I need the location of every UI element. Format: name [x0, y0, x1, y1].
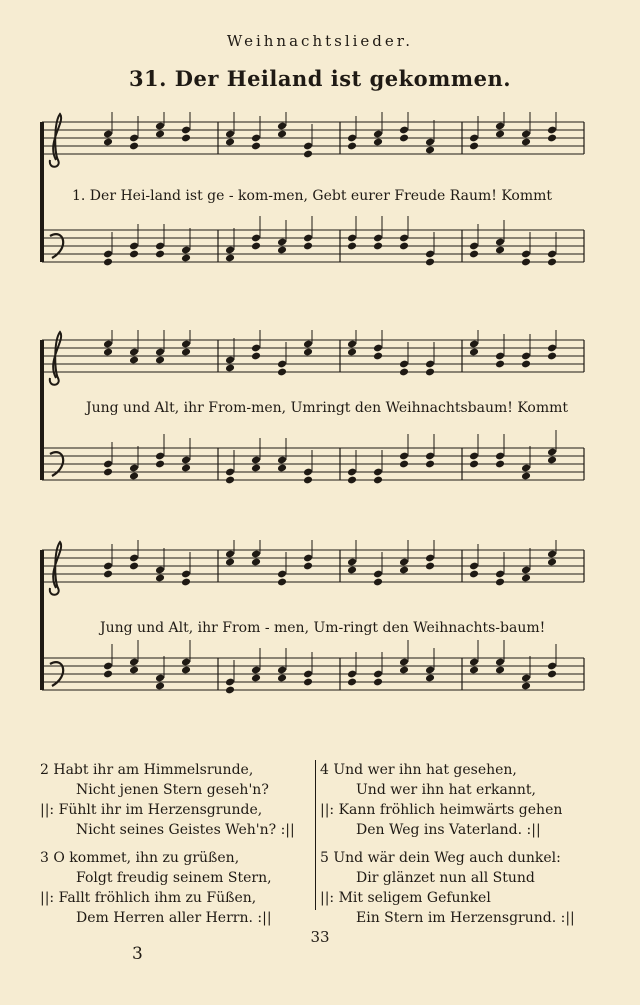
system-1-treble-note-head [303, 150, 313, 159]
verse-5-line-3: ||: Mit seligem Gefunkel [320, 890, 491, 906]
system-1-treble-note-head [225, 138, 235, 147]
system-2-bass-note-head [347, 476, 357, 485]
system-2-bass-note-head [547, 456, 557, 465]
song-title: 31. Der Heiland ist gekommen. [128, 66, 512, 91]
system-1-treble-note-head [469, 142, 479, 151]
system-2-bass-note-head [181, 464, 191, 473]
verse-3-line-3: ||: Fallt fröhlich ihm zu Füßen, [40, 890, 257, 906]
system-1-treble-note-head [181, 134, 191, 143]
verse-divider [315, 760, 316, 910]
music-system-2 [36, 330, 592, 530]
system-1-treble-note-head [129, 142, 139, 151]
system-2-bass-note-head [469, 460, 479, 469]
system-2-treble-note-head [495, 360, 505, 369]
system-3-bass-note-head [547, 670, 557, 679]
system-3-bass-note-head [495, 666, 505, 675]
verse-4-line-1: 4 Und wer ihn hat gesehen, [320, 762, 517, 778]
system-2-treble-note-head [425, 368, 435, 377]
system-3-bass-note-head [103, 670, 113, 679]
system-1-treble-note-head [155, 130, 165, 139]
verse-4-line-4: Den Weg ins Vaterland. :|| [356, 822, 541, 838]
music-system-3 [36, 540, 592, 740]
system-3-treble-note-head [425, 562, 435, 571]
system-2-treble-note-head [347, 348, 357, 357]
system-3-bass-note-head [347, 678, 357, 687]
lyric-line-3: Jung und Alt, ihr From - men, Um-ringt den Weihnachts-baum! [100, 620, 546, 636]
system-3-treble-note-head [103, 570, 113, 579]
system-3-treble-note-head [495, 578, 505, 587]
system-1-treble-note-head [495, 130, 505, 139]
verse-3-line-1: 3 O kommet, ihn zu grüßen, [40, 850, 240, 866]
system-3-treble-note-head [251, 558, 261, 567]
system-2-bass-note-head [155, 460, 165, 469]
system-2-treble-note-head [251, 352, 261, 361]
section-header: Weihnachtslieder. [226, 32, 414, 50]
verses-left [40, 760, 295, 928]
system-2-bass-note-head [399, 460, 409, 469]
verse-2-line-2: Nicht jenen Stern geseh'n? [76, 782, 269, 798]
system-2-bass-note-head [129, 472, 139, 481]
system-2-bass-note-head [495, 460, 505, 469]
system-3-treble-note-head [303, 562, 313, 571]
system-1-treble-note-head [425, 146, 435, 155]
system-1-treble-note-head [373, 138, 383, 147]
verse-3-line-2: Folgt freudig seinem Stern, [76, 870, 272, 886]
system-3-bass-note-head [181, 666, 191, 675]
system-1-treble-note-head [399, 134, 409, 143]
lyric-line-1: 1. Der Hei-land ist ge - kom-men, Gebt eurer Freude Raum! Kommt [72, 188, 553, 204]
system-2-treble-note-head [181, 348, 191, 357]
system-1-treble-note-head [347, 142, 357, 151]
system-1-bass-note-head [251, 242, 261, 251]
system-1-bass-note-head [425, 258, 435, 267]
system-2-treble-note-head [399, 368, 409, 377]
system-3-treble-note-head [277, 578, 287, 587]
system-1-bass-note-head [469, 250, 479, 259]
system-3-bass-note-head [399, 666, 409, 675]
system-1-bass-note-head [495, 246, 505, 255]
lyric-line-2: Jung und Alt, ihr From-men, Umringt den Weihnachtsbaum! Kommt [86, 400, 569, 416]
system-1-bass-note-head [303, 242, 313, 251]
system-1-treble-note-head [277, 130, 287, 139]
verse-4-line-3: ||: Kann fröhlich heimwärts gehen [320, 802, 563, 818]
verses-right [320, 760, 575, 928]
system-3-bass-note-head [251, 674, 261, 683]
system-1-bass-note-head [103, 258, 113, 267]
system-2-treble-note-head [225, 364, 235, 373]
system-3-bass-note-head [155, 682, 165, 691]
system-3-bass-note-head [469, 666, 479, 675]
system-1-bass-note-head [181, 254, 191, 263]
system-1-treble-note-head [521, 138, 531, 147]
system-1-treble-note-head [251, 142, 261, 151]
system-2-treble-note-head [547, 352, 557, 361]
system-1-bass-note-head [547, 258, 557, 267]
system-2-treble-note-head [303, 348, 313, 357]
system-2-treble-note-head [155, 356, 165, 365]
system-2-bass-note-head [303, 476, 313, 485]
page-number: 33 [310, 928, 330, 946]
system-3-bass-note-head [129, 666, 139, 675]
system-1-bass-note-head [521, 258, 531, 267]
system-1-bass-note-head [399, 242, 409, 251]
system-2-treble-note-head [373, 352, 383, 361]
verse-3-line-4: Dem Herren aller Herrn. :|| [76, 910, 272, 926]
system-3-bass-note-head [521, 682, 531, 691]
system-2-bass-note-head [103, 468, 113, 477]
system-3-treble-note-head [347, 566, 357, 575]
system-3-treble-note-head [399, 566, 409, 575]
system-1-bass-note-head [347, 242, 357, 251]
system-2-treble-note-head [469, 348, 479, 357]
system-2-bass-note-head [521, 472, 531, 481]
system-1-bass-note-head [129, 250, 139, 259]
system-2-bass-note-head [373, 476, 383, 485]
verse-2-line-4: Nicht seines Geistes Weh'n? :|| [76, 822, 295, 838]
verse-5-line-4: Ein Stern im Herzensgrund. :|| [356, 910, 575, 926]
system-3-treble-note-head [155, 574, 165, 583]
system-1-bass-note-head [225, 254, 235, 263]
system-3-treble-note-head [181, 578, 191, 587]
system-3-treble-note-head [129, 562, 139, 571]
system-3-bass-note-head [303, 678, 313, 687]
system-1-bass-note-head [277, 246, 287, 255]
system-3-treble-note-head [225, 558, 235, 567]
verse-5-line-1: 5 Und wär dein Weg auch dunkel: [320, 850, 561, 866]
system-1-bass-note-head [155, 250, 165, 259]
system-2-treble-note-head [129, 356, 139, 365]
system-3-treble-note-head [521, 574, 531, 583]
system-2-bass-note-head [225, 476, 235, 485]
system-2-treble-note-head [103, 348, 113, 357]
system-2-treble-note-head [277, 368, 287, 377]
system-3-bass-note-head [225, 686, 235, 695]
system-2-treble-note-head [521, 360, 531, 369]
verse-2-line-3: ||: Fühlt ihr im Herzensgrunde, [40, 802, 263, 818]
system-2-bass-note-head [251, 464, 261, 473]
verse-4-line-2: Und wer ihn hat erkannt, [356, 782, 536, 798]
system-3-treble-note-head [373, 578, 383, 587]
music-system-1 [36, 112, 592, 312]
system-3-treble-note-head [547, 558, 557, 567]
verse-5-line-2: Dir glänzet nun all Stund [356, 870, 535, 886]
score-system-2 [36, 330, 592, 510]
signature-number: 3 [132, 944, 143, 964]
system-1-treble-note-head [547, 134, 557, 143]
system-3-bass-note-head [277, 674, 287, 683]
verse-2-line-1: 2 Habt ihr am Himmelsrunde, [40, 762, 254, 778]
system-1-bass-note-head [373, 242, 383, 251]
system-3-treble-note-head [469, 570, 479, 579]
system-2-bass-note-head [277, 464, 287, 473]
system-3-bass-note-head [425, 674, 435, 683]
system-3-bass-note-head [373, 678, 383, 687]
system-2-bass-note-head [425, 460, 435, 469]
system-1-treble-note-head [103, 138, 113, 147]
